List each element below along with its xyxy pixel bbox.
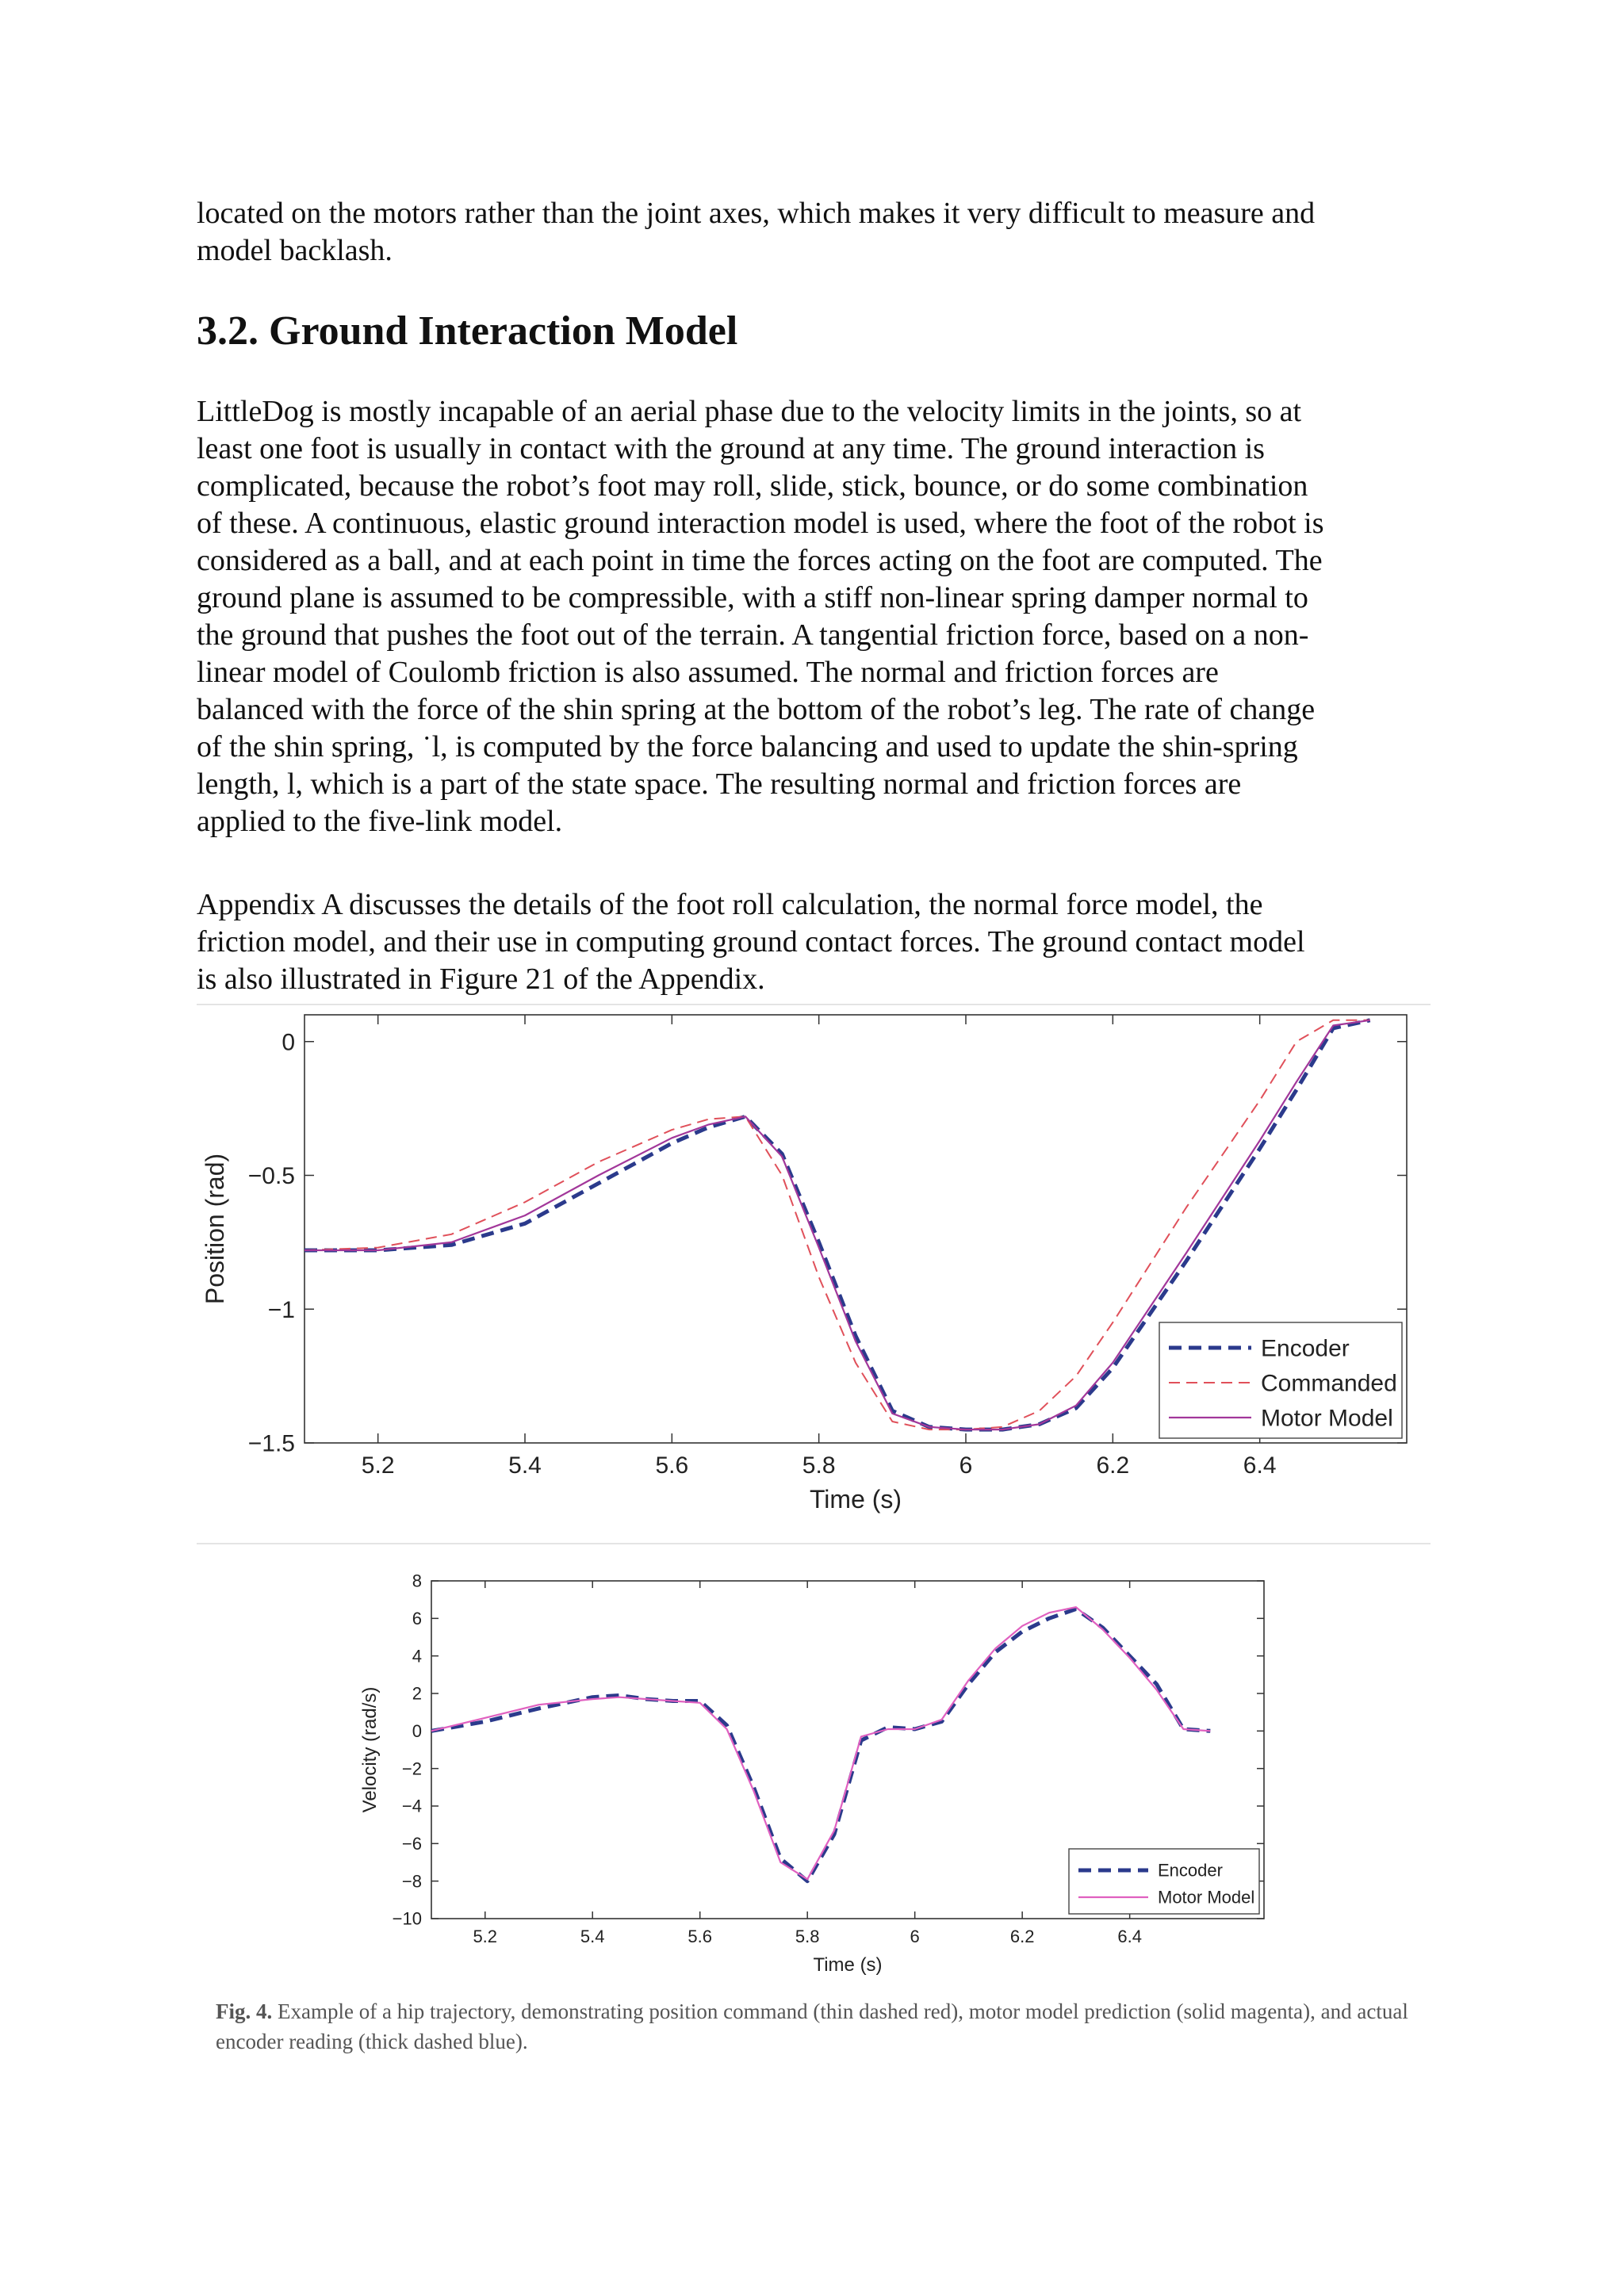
text-line: balanced with the force of the shin spring at the bottom of the robot’s leg. The rate of change [197, 693, 1316, 726]
caption-label: Fig. 4. [216, 1999, 273, 2023]
series-group [431, 1607, 1210, 1881]
text-line: ground plane is assumed to be compressible, with a stiff non-linear spring damper normal to [197, 581, 1308, 614]
position-figure [197, 1001, 1431, 1549]
x-tick-label: 5.4 [580, 1927, 605, 1946]
y-tick-label: −6 [401, 1834, 422, 1854]
caption-text: Example of a hip trajectory, demonstrating position command (thin dashed red), motor model prediction (solid magenta), and actual encoder reading (thick dashed blue). [216, 1999, 1408, 2053]
x-tick-label: 5.2 [473, 1927, 498, 1946]
x-tick-label: 6.2 [1096, 1452, 1130, 1479]
y-tick-label: 0 [282, 1029, 295, 1056]
y-tick-label: −4 [401, 1796, 422, 1816]
text-line: applied to the five-link model. [197, 805, 563, 838]
text-line: LittleDog is mostly incapable of an aerial phase due to the velocity limits in the joints, so at [197, 395, 1302, 428]
x-tick-label: 6 [910, 1927, 920, 1946]
x-tick-label: 6.4 [1243, 1452, 1277, 1479]
y-tick-label: 8 [412, 1571, 422, 1591]
y-tick-label: −2 [401, 1758, 422, 1779]
text-line: model backlash. [197, 234, 393, 267]
y-tick-label: 0 [412, 1721, 422, 1742]
series-line-motor-model [431, 1607, 1210, 1879]
y-tick-label: 4 [412, 1646, 422, 1667]
paragraph-intro [197, 195, 1431, 270]
x-tick-label: 6.2 [1009, 1927, 1035, 1946]
text-line: Appendix A discusses the details of the foot roll calculation, the normal force model, the [197, 888, 1263, 921]
legend-label: Motor Model [1158, 1887, 1255, 1908]
text-line: complicated, because the robot’s foot may roll, slide, stick, bounce, or do some combination [197, 469, 1308, 503]
paragraph-ground-interaction [197, 393, 1431, 840]
text-line: friction model, and their use in computing ground contact forces. The ground contact model [197, 925, 1305, 959]
x-tick-label: 5.2 [361, 1452, 395, 1479]
paragraph-appendix [197, 886, 1431, 998]
figure-caption [216, 1996, 1429, 2057]
text-line: is also illustrated in Figure 21 of the Appendix. [197, 962, 765, 996]
legend [1069, 1849, 1259, 1914]
x-tick-label: 5.6 [688, 1927, 713, 1946]
legend-label: Commanded [1261, 1370, 1397, 1397]
velocity-figure [197, 1543, 1431, 1987]
text-line: of the shin spring, ˙l, is computed by the force balancing and used to update the shin-spring [197, 730, 1298, 763]
x-tick-label: 5.4 [508, 1452, 542, 1479]
y-tick-label: −1 [267, 1296, 295, 1323]
x-axis-label: Time (s) [809, 1485, 902, 1513]
position-chart [197, 1001, 1431, 1549]
text-line: located on the motors rather than the joint axes, which makes it very difficult to measure and [197, 197, 1316, 230]
x-tick-label: 5.8 [795, 1927, 820, 1946]
x-tick-label: 5.6 [655, 1452, 689, 1479]
legend-label: Encoder [1261, 1335, 1350, 1362]
y-axis-label: Velocity (rad/s) [359, 1686, 381, 1813]
text-line: considered as a ball, and at each point in time the forces acting on the foot are computed. The [197, 544, 1323, 577]
x-tick-label: 6.4 [1117, 1927, 1142, 1946]
text-line: the ground that pushes the foot out of the terrain. A tangential friction force, based on a non- [197, 618, 1309, 652]
y-tick-label: −0.5 [247, 1163, 295, 1189]
y-tick-label: 6 [412, 1609, 422, 1629]
legend [1159, 1322, 1402, 1438]
y-tick-label: −8 [401, 1871, 422, 1892]
legend-label: Encoder [1158, 1860, 1223, 1881]
section-heading: 3.2. Ground Interaction Model [197, 308, 738, 354]
text-line: length, l, which is a part of the state space. The resulting normal and friction forces are [197, 767, 1242, 801]
legend-label: Motor Model [1261, 1405, 1393, 1432]
x-axis-label: Time (s) [813, 1954, 883, 1976]
y-tick-label: −1.5 [247, 1430, 295, 1457]
y-axis-label: Position (rad) [201, 1153, 229, 1305]
x-tick-label: 5.8 [802, 1452, 836, 1479]
y-tick-label: 2 [412, 1683, 422, 1704]
text-line: of these. A continuous, elastic ground interaction model is used, where the foot of the robot is [197, 507, 1324, 540]
series-line-encoder [431, 1609, 1210, 1881]
x-tick-label: 6 [959, 1452, 973, 1479]
velocity-chart [197, 1543, 1431, 1987]
text-line: least one foot is usually in contact with the ground at any time. The ground interaction is [197, 432, 1265, 465]
text-line: linear model of Coulomb friction is also assumed. The normal and friction forces are [197, 656, 1219, 689]
y-tick-label: −10 [392, 1908, 422, 1929]
